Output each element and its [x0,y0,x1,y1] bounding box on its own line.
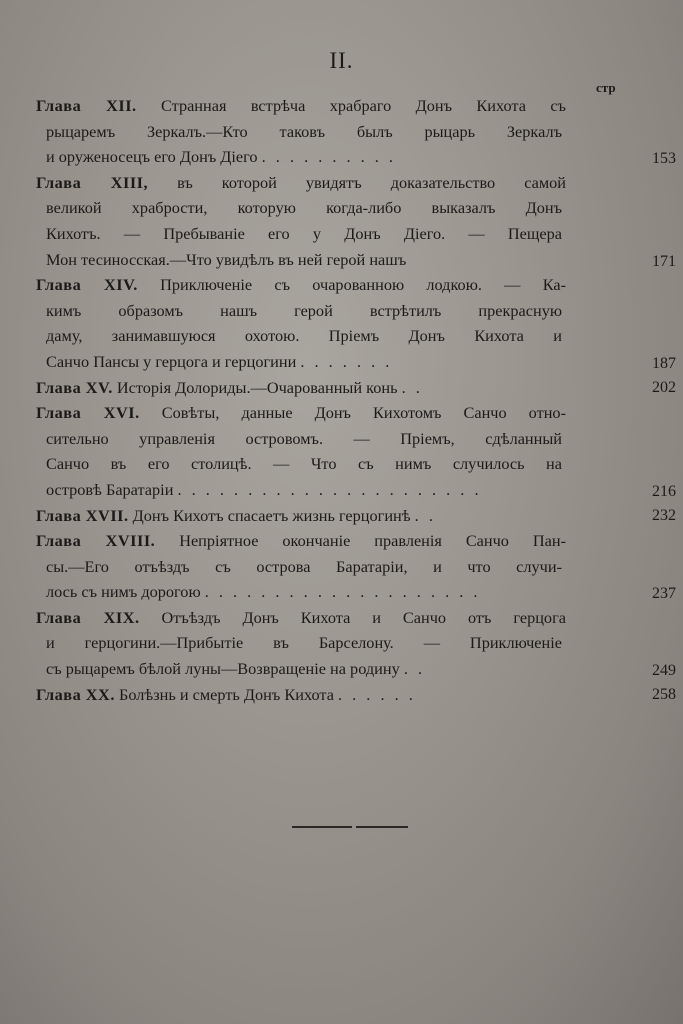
chapter-label: Глава XX. [36,684,115,704]
chapter-title-text: Отъѣздъ Донъ Кихота и Санчо отъ герцога [161,607,566,627]
toc-entry [36,93,676,170]
dot-leader: . . [414,505,436,525]
chapter-title-text: сы.—Его отъѣздъ съ острова Баратаріи, и что случи- [46,556,562,576]
toc-entry-line [36,93,566,119]
toc-entry-line [36,349,562,375]
page-number: 171 [652,252,676,270]
toc-entry-line [36,195,562,221]
chapter-title-text: Донъ Кихотъ спасаетъ жизнь герцогинѣ [132,505,411,525]
toc-entry-line [36,247,562,273]
toc-entry-line [36,119,562,145]
page-number: 153 [652,150,676,168]
toc-entry-line [36,144,562,170]
toc-entry-line [36,272,566,298]
page-number: 249 [652,662,676,680]
chapter-label: Глава XIV. [36,275,138,295]
section-title: II. [329,48,354,73]
toc-entry [36,170,676,272]
chapter-label: Глава XIX. [36,607,140,627]
dot-leader: . . . . . . . . . . [261,147,396,167]
chapter-label: Глава XVI. [36,403,140,423]
toc-entry [36,682,676,708]
toc-entry [36,503,676,529]
toc-entry-line [36,298,562,324]
chapter-label: Глава XVII. [36,505,129,525]
chapter-title-text: великой храбрости, которую когда-либо выказалъ Донъ [46,198,562,218]
toc-entry-line [36,400,566,426]
page-number: 237 [652,585,676,603]
chapter-title-text: Приключеніе съ очарованною лодкою. — Ка- [160,275,567,295]
toc-entry-line [36,528,566,554]
chapter-label: Глава XIII, [36,172,149,192]
toc-entry [36,400,676,502]
toc-entry-line [36,630,562,656]
toc-entry-line [36,426,562,452]
chapter-label: Глава XVIII. [36,531,156,551]
page-number: 216 [652,482,676,500]
chapter-title-text: Кихотъ. — Пребываніе его у Донъ Діего. — Пещера [46,223,562,243]
toc-entry-line [36,579,562,605]
dot-leader: . . . . . . . . . . . . . . . . . . . . . . [177,479,482,499]
chapter-title-text: Странная встрѣча храбраго Донъ Кихота съ [160,96,566,115]
page-number: 202 [652,378,676,396]
chapter-title-text: сительно управленія островомъ. — Пріемъ, сдѣланный [46,428,562,448]
page-number: 232 [652,506,676,524]
chapter-label: Глава XV. [36,377,113,397]
chapter-title-text: кимъ образомъ нашъ герой встрѣтилъ прекрасную [46,300,562,320]
toc-entry-line [36,170,566,196]
toc-entry-line [36,375,566,401]
dot-leader: . . . . . . . . . . . . . . . . . . . . [204,582,481,602]
divider-rule [356,826,408,828]
chapter-title-text: рыцаремъ Зеркалъ.—Кто таковъ былъ рыцарь Зеркалъ [46,121,562,141]
toc-entry [36,528,676,605]
chapter-title-text: Болѣзнь и смерть Донъ Кихота [118,684,334,704]
chapter-title-text: Исторія Долориды.—Очарованный конь [116,377,398,397]
page-number: 258 [652,685,676,703]
chapter-title-text: и герцогини.—Прибытіе въ Барселону. — Приключеніе [46,633,562,653]
toc-entry [36,375,676,401]
divider-rule [292,826,352,828]
toc-entry-line [36,682,566,708]
dot-leader: . . . . . . [338,684,416,704]
toc-entry-line [36,221,562,247]
toc-entry [36,605,676,682]
toc-entry-line [36,503,566,529]
chapter-label: Глава XII. [36,96,137,115]
toc-entry-line [36,323,562,349]
chapter-title-text: лось съ нимъ дорогою [46,582,201,602]
dot-leader: . . [401,377,423,397]
chapter-title-text: даму, занимавшуюся охотою. Пріемъ Донъ Кихота и [46,326,562,346]
toc-entry [36,272,676,374]
chapter-title-text: Санчо Пансы у герцога и герцогини [46,351,297,371]
table-of-contents [36,93,676,707]
chapter-title-text: и оруженосецъ его Донъ Діего [46,147,258,167]
chapter-title-text: Мон тесиносская.—Что увидѣлъ въ ней герой нашъ [46,249,407,269]
toc-entry-line [36,451,562,477]
toc-entry-line [36,656,562,682]
dot-leader: . . [403,659,426,679]
page-column-header: стр [596,80,616,95]
chapter-title-text: Санчо въ его столицѣ. — Что съ нимъ случилось на [46,454,562,474]
page-number: 187 [652,354,676,372]
chapter-title-text: Совѣты, данные Донъ Кихотомъ Санчо отно- [161,403,566,423]
chapter-title-text: съ рыцаремъ бѣлой луны—Возвращеніе на родину [46,659,400,679]
toc-entry-line [36,554,562,580]
chapter-title-text: островѣ Баратаріи [46,479,174,499]
toc-entry-line [36,477,562,503]
chapter-title-text: въ которой увидятъ доказательство самой [177,172,567,192]
dot-leader: . . . . . . . [300,351,393,371]
chapter-title-text: Непріятное окончаніе правленія Санчо Пан- [179,531,566,551]
toc-entry-line [36,605,566,631]
